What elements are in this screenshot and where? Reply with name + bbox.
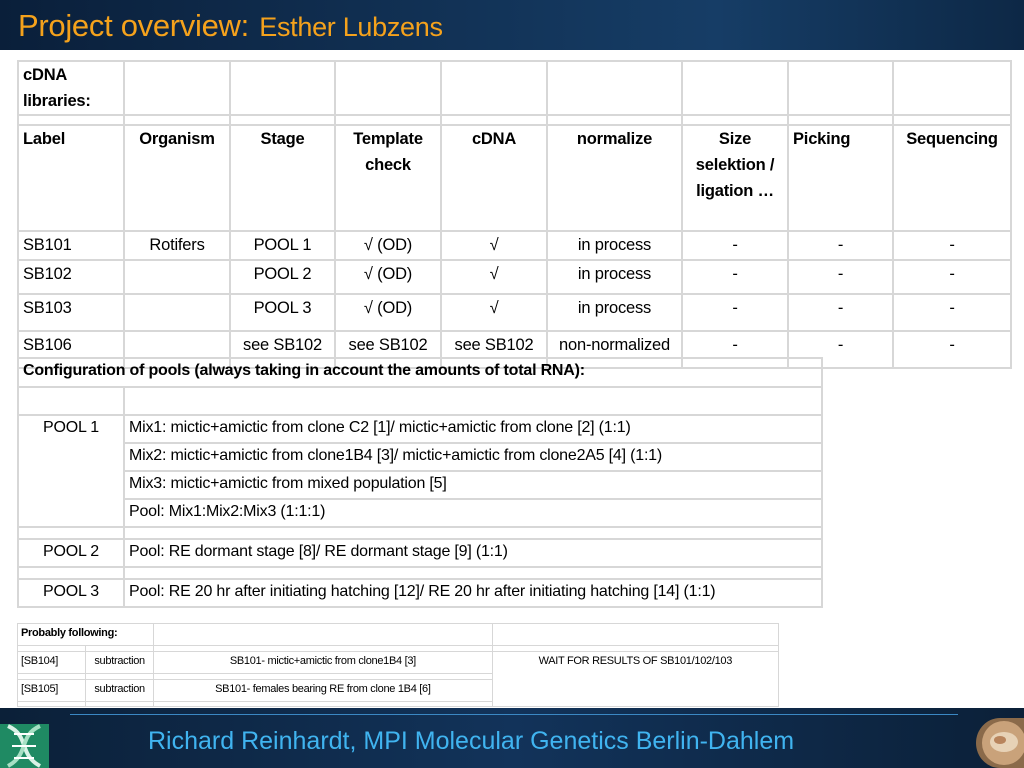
- table-row: [18, 652, 779, 674]
- cell-normalize: in process: [547, 231, 682, 260]
- cell-organism: Rotifers: [124, 231, 230, 260]
- cell-organism: [124, 294, 230, 331]
- cell-normalize: in process: [547, 260, 682, 294]
- col-header-picking: Picking: [788, 125, 893, 231]
- cell-cdna: see SB102: [441, 331, 547, 368]
- following-desc: SB101- females bearing RE from clone 1B4 [6]: [154, 680, 492, 702]
- cell-stage: POOL 3: [230, 294, 335, 331]
- col-header-template-check: Template check: [335, 125, 441, 231]
- cell-sequencing: -: [893, 331, 1011, 368]
- title-subtitle: Esther Lubzens: [259, 12, 443, 42]
- libraries-title: cDNA libraries:: [18, 61, 124, 115]
- pool3-text: Pool: RE 20 hr after initiating hatching [12]/ RE 20 hr after initiating hatching [14] (1:1): [124, 579, 822, 607]
- cell-size-selection: -: [682, 260, 788, 294]
- cell-cdna: √: [441, 231, 547, 260]
- pool2-text: Pool: RE dormant stage [8]/ RE dormant stage [9] (1:1): [124, 539, 822, 567]
- libraries-header-row: [18, 125, 1011, 231]
- cell-sequencing: -: [893, 260, 1011, 294]
- col-header-organism: Organism: [124, 125, 230, 231]
- following-label: [SB104]: [18, 652, 86, 674]
- col-header-size-selection: Size selektion / ligation …: [682, 125, 788, 231]
- pool-configuration-table: [17, 357, 823, 608]
- cell-stage: POOL 1: [230, 231, 335, 260]
- footer-divider: [70, 714, 958, 715]
- pool1-mix1: Mix1: mictic+amictic from clone C2 [1]/ mictic+amictic from clone [2] (1:1): [124, 415, 822, 443]
- pool1-mix2: Mix2: mictic+amictic from clone1B4 [3]/ mictic+amictic from clone2A5 [4] (1:1): [124, 443, 822, 471]
- dna-helix-logo-icon: [0, 724, 49, 768]
- title-main: Project overview:: [18, 8, 249, 43]
- slide-content: [0, 50, 1024, 708]
- cell-picking: -: [788, 294, 893, 331]
- slide-title: [18, 8, 443, 44]
- pool-row: [18, 539, 822, 567]
- pools-title: Configuration of pools (always taking in account the amounts of total RNA):: [18, 358, 822, 387]
- following-note: WAIT FOR RESULTS OF SB101/102/103: [492, 652, 778, 707]
- pool1-label: POOL 1: [18, 415, 124, 527]
- slide-header: [0, 0, 1024, 50]
- cell-picking: -: [788, 260, 893, 294]
- slide-footer: [0, 708, 1024, 768]
- pool-row: [18, 415, 822, 443]
- following-label: [SB105]: [18, 680, 86, 702]
- following-title: Probably following:: [18, 624, 154, 646]
- pool-row: [18, 579, 822, 607]
- pool1-mix3: Mix3: mictic+amictic from mixed population [5]: [124, 471, 822, 499]
- cell-sequencing: -: [893, 294, 1011, 331]
- cell-template-check: √ (OD): [335, 260, 441, 294]
- cell-size-selection: -: [682, 331, 788, 368]
- cell-label: SB102: [18, 260, 124, 294]
- following-desc: SB101- mictic+amictic from clone1B4 [3]: [154, 652, 492, 674]
- footer-credit: Richard Reinhardt, MPI Molecular Genetics Berlin-Dahlem: [148, 727, 795, 755]
- table-row: [18, 294, 1011, 331]
- pool1-pool: Pool: Mix1:Mix2:Mix3 (1:1:1): [124, 499, 822, 527]
- probably-following-table: [17, 623, 779, 707]
- col-header-label: Label: [18, 125, 124, 231]
- pool2-label: POOL 2: [18, 539, 124, 567]
- cell-picking: -: [788, 231, 893, 260]
- cell-label: SB101: [18, 231, 124, 260]
- cell-cdna: √: [441, 260, 547, 294]
- cell-size-selection: -: [682, 294, 788, 331]
- following-method: subtraction: [86, 652, 154, 674]
- col-header-sequencing: Sequencing: [893, 125, 1011, 231]
- cell-sequencing: -: [893, 231, 1011, 260]
- cell-label: SB103: [18, 294, 124, 331]
- cell-size-selection: -: [682, 231, 788, 260]
- col-header-normalize: normalize: [547, 125, 682, 231]
- cell-normalize: in process: [547, 294, 682, 331]
- pool3-label: POOL 3: [18, 579, 124, 607]
- col-header-cdna: cDNA: [441, 125, 547, 231]
- rotifer-logo-icon: [976, 718, 1024, 768]
- following-method: subtraction: [86, 680, 154, 702]
- table-row: [18, 231, 1011, 260]
- cell-organism: [124, 260, 230, 294]
- table-row: [18, 260, 1011, 294]
- cell-label: SB106: [18, 331, 124, 368]
- cell-stage: see SB102: [230, 331, 335, 368]
- cdna-libraries-table: [17, 60, 1012, 369]
- cell-normalize: non-normalized: [547, 331, 682, 368]
- col-header-stage: Stage: [230, 125, 335, 231]
- cell-template-check: see SB102: [335, 331, 441, 368]
- cell-cdna: √: [441, 294, 547, 331]
- cell-template-check: √ (OD): [335, 294, 441, 331]
- cell-template-check: √ (OD): [335, 231, 441, 260]
- cell-picking: -: [788, 331, 893, 368]
- cell-stage: POOL 2: [230, 260, 335, 294]
